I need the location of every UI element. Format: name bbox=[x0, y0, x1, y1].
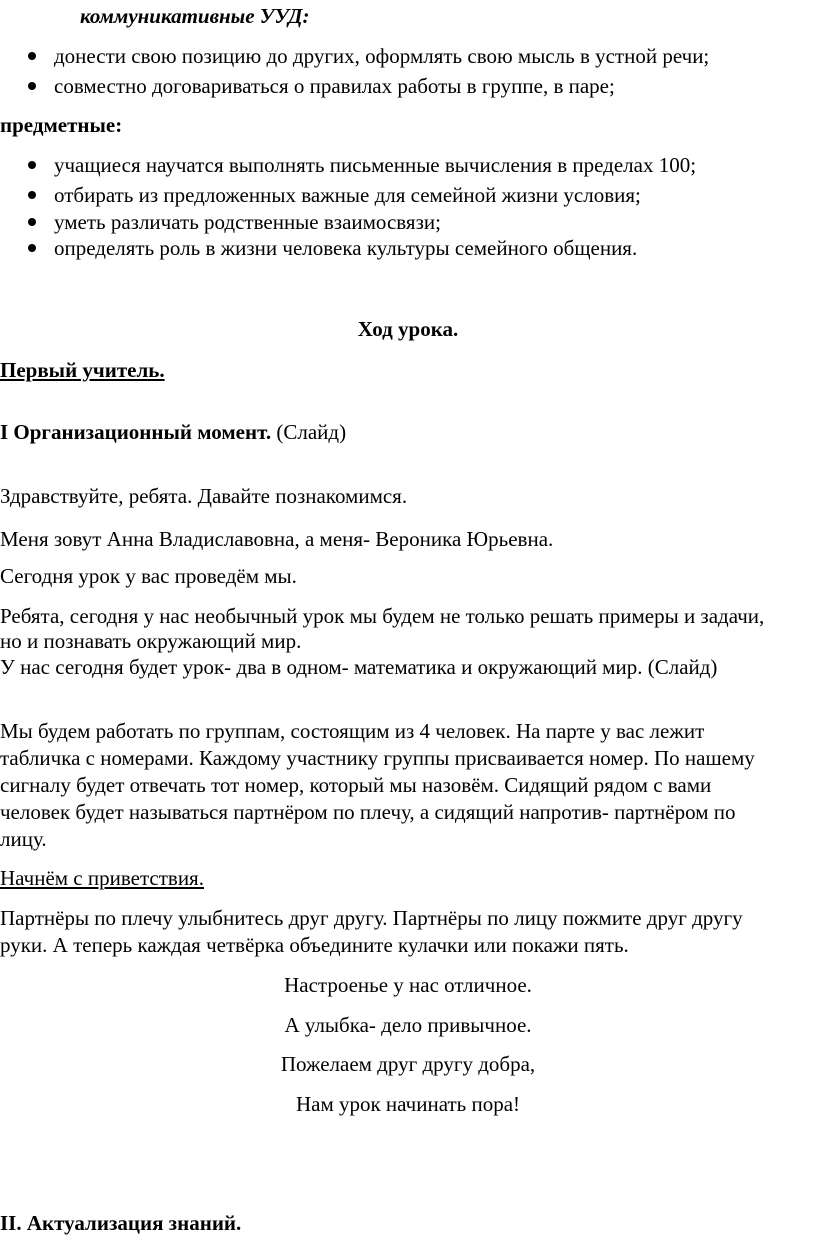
org-moment-heading: I Организационный момент. (Слайд) bbox=[0, 420, 347, 444]
paragraph-line: Партнёры по плечу улыбнитесь друг другу. Партнёры по лицу пожмите друг другу bbox=[0, 906, 743, 930]
paragraph-line: сигналу будет отвечать тот номер, который мы назовём. Сидящий рядом с вами bbox=[0, 773, 712, 797]
paragraph-line: Мы будем работать по группам, состоящим из 4 человек. На парте у вас лежит bbox=[0, 719, 705, 743]
first-teacher-heading: Первый учитель. bbox=[0, 358, 165, 382]
list-item: учащиеся научатся выполнять письменные вычисления в пределах 100; bbox=[28, 153, 696, 178]
bullet-icon bbox=[28, 191, 36, 199]
paragraph-line: руки. А теперь каждая четвёрка объедините кулачки или покажи пять. bbox=[0, 933, 629, 957]
list-item: донести свою позицию до других, оформлять свою мысль в устной речи; bbox=[28, 44, 709, 69]
lesson-title: Ход урока. bbox=[357, 317, 459, 341]
list-item: отбирать из предложенных важные для семейной жизни условия; bbox=[28, 183, 641, 208]
list-item: определять роль в жизни человека культуры семейного общения. bbox=[28, 236, 637, 261]
poem-line: Нам урок начинать пора! bbox=[295, 1092, 521, 1116]
bullet-icon bbox=[28, 52, 36, 60]
poem-line: Пожелаем друг другу добра, bbox=[280, 1052, 536, 1076]
paragraph-line: но и познавать окружающий мир. bbox=[0, 629, 302, 653]
greeting-start-heading: Начнём с приветствия. bbox=[0, 866, 204, 890]
communicative-heading: коммуникативные УУД: bbox=[80, 4, 310, 28]
list-item: совместно договариваться о правилах работы в группе, в паре; bbox=[28, 74, 615, 99]
paragraph-line: У нас сегодня будет урок- два в одном- математика и окружающий мир. (Слайд) bbox=[0, 655, 718, 679]
paragraph-line: Ребята, сегодня у нас необычный урок мы будем не только решать примеры и задачи, bbox=[0, 604, 765, 628]
paragraph-line: табличка с номерами. Каждому участнику группы присваивается номер. По нашему bbox=[0, 746, 755, 770]
today-text: Сегодня урок у вас проведём мы. bbox=[0, 564, 297, 588]
subject-heading: предметные: bbox=[0, 113, 123, 137]
list-item: уметь различать родственные взаимосвязи; bbox=[28, 210, 441, 235]
bullet-icon bbox=[28, 82, 36, 90]
paragraph-line: лицу. bbox=[0, 827, 47, 851]
poem-line: А улыбка- дело привычное. bbox=[284, 1013, 532, 1037]
greeting-text: Здравствуйте, ребята. Давайте познакомимся. bbox=[0, 484, 408, 508]
knowledge-heading: II. Актуализация знаний. bbox=[0, 1211, 242, 1235]
paragraph-line: человек будет называться партнёром по плечу, а сидящий напротив- партнёром по bbox=[0, 800, 736, 824]
poem-line: Настроенье у нас отличное. bbox=[284, 973, 532, 997]
bullet-icon bbox=[28, 244, 36, 252]
names-text: Меня зовут Анна Владиславовна, а меня- Вероника Юрьевна. bbox=[0, 527, 554, 551]
bullet-icon bbox=[28, 218, 36, 226]
bullet-icon bbox=[28, 161, 36, 169]
